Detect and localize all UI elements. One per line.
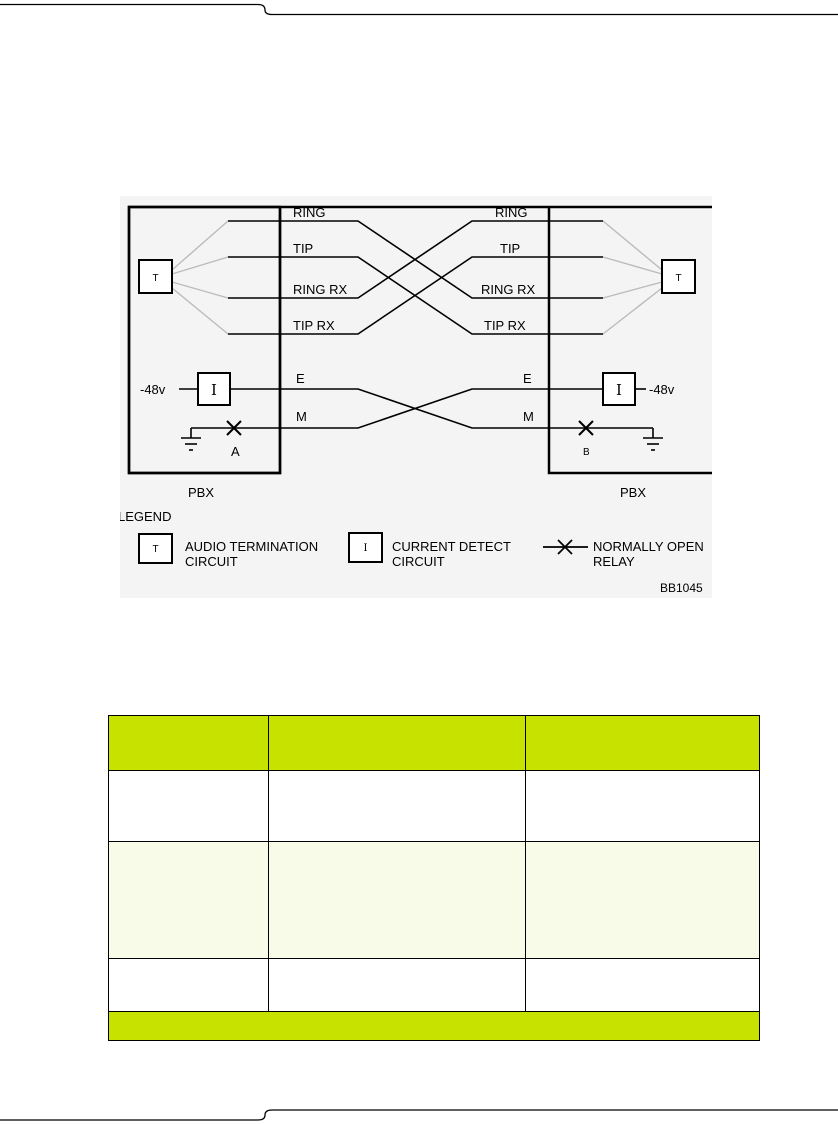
table-cell [109, 771, 269, 842]
legend-relay-icon [543, 540, 588, 554]
tip-rx-to-tip-wire [228, 257, 603, 334]
bottom-frame-rule [0, 1110, 838, 1120]
right-voltage-label: -48v [649, 382, 675, 397]
legend-audio-symbol: T [152, 544, 159, 555]
table-cell [109, 959, 269, 1012]
table-cell [526, 771, 760, 842]
right-e-label: E [523, 371, 532, 386]
left-relay-label: A [231, 444, 240, 459]
left-pbx-box [129, 207, 712, 473]
right-terminal-label: T [675, 273, 682, 284]
table-row [109, 842, 760, 959]
left-voltage-label: -48v [140, 382, 166, 397]
table-footer-cell [109, 1012, 760, 1041]
legend-relay-line2: RELAY [593, 554, 635, 569]
legend-detect-symbol: I [363, 543, 368, 554]
table-row [109, 771, 760, 842]
em-trunk-diagram [120, 196, 712, 598]
right-ground-icon [643, 438, 663, 450]
right-pbx-label: PBX [620, 485, 647, 500]
right-pbx-box [549, 207, 712, 473]
signalling-table [108, 715, 760, 1041]
table-header-cell [269, 716, 526, 771]
legend-detect-line2: CIRCUIT [392, 554, 445, 569]
left-pbx-outline [129, 207, 280, 473]
table-header-cell [109, 716, 269, 771]
figure-id: BB1045 [660, 581, 703, 595]
left-audio-termination [139, 221, 228, 334]
right-ring-label: RING [495, 205, 528, 220]
legend-detect-line1: CURRENT DETECT [392, 539, 511, 554]
left-m-label: M [296, 409, 307, 424]
left-terminal-label: T [152, 273, 159, 284]
right-relay-label: B [583, 447, 590, 458]
legend-relay-line1: NORMALLY OPEN [593, 539, 704, 554]
table-row [109, 959, 760, 1012]
table-cell [109, 842, 269, 959]
right-tip-rx-label: TIP RX [484, 318, 526, 333]
left-pbx-label: PBX [188, 485, 215, 500]
top-frame-rule [0, 5, 838, 15]
right-m-label: M [523, 409, 534, 424]
ring-rx-to-ring-wire [228, 221, 603, 298]
legend-audio-line2: CIRCUIT [185, 554, 238, 569]
table-cell [269, 842, 526, 959]
audio-wires [228, 221, 603, 334]
table-header-row [109, 716, 760, 771]
legend-title: LEGEND [120, 509, 172, 524]
em-wires [179, 389, 653, 438]
left-ring-rx-label: RING RX [293, 282, 348, 297]
m-to-e-wire [191, 389, 603, 428]
right-audio-termination [603, 221, 695, 334]
left-tip-rx-label: TIP RX [293, 318, 335, 333]
diagram-canvas [120, 196, 712, 598]
left-ground-icon [181, 438, 201, 450]
right-tip-label: TIP [500, 241, 521, 256]
table-cell [526, 959, 760, 1012]
table-cell [269, 771, 526, 842]
left-detect-label: I [211, 381, 217, 399]
left-tip-label: TIP [293, 241, 314, 256]
table-cell [269, 959, 526, 1012]
right-ring-rx-label: RING RX [481, 282, 536, 297]
left-e-label: E [296, 371, 305, 386]
table-footer-row [109, 1012, 760, 1041]
legend-audio-line1: AUDIO TERMINATION [185, 539, 319, 554]
right-detect-label: I [616, 381, 622, 399]
table-cell [526, 842, 760, 959]
table-header-cell [526, 716, 760, 771]
left-ring-label: RING [293, 205, 326, 220]
